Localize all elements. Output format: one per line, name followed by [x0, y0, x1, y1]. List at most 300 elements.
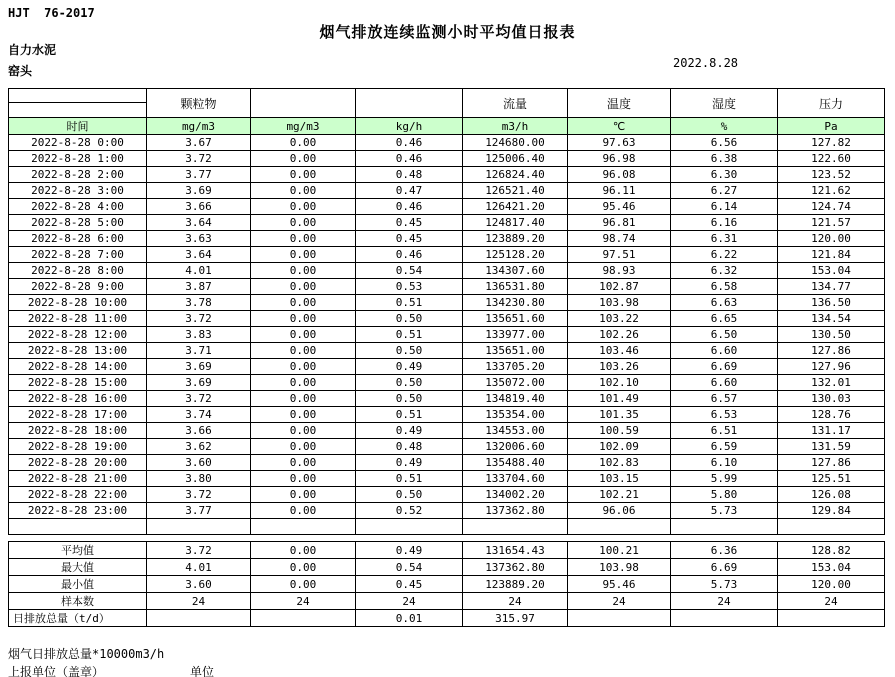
time-cell: 2022-8-28 1:00 [9, 151, 147, 167]
table-row [9, 423, 885, 439]
total-emission-note: 烟气日排放总量*10000m3/h [8, 647, 165, 661]
value-cell: 6.58 [671, 279, 778, 295]
value-cell: 135651.60 [463, 311, 568, 327]
value-cell: 6.16 [671, 215, 778, 231]
value-cell: 0.45 [356, 231, 463, 247]
table-row [9, 503, 885, 519]
value-cell: 96.08 [568, 167, 671, 183]
table-row [9, 359, 885, 375]
value-cell: 0.00 [251, 423, 356, 439]
value-cell: 3.69 [147, 375, 251, 391]
value-cell: 0.00 [251, 247, 356, 263]
table-row [9, 391, 885, 407]
value-cell: 124.74 [778, 199, 885, 215]
value-cell: 135488.40 [463, 455, 568, 471]
summary-label-cell: 平均值 [9, 542, 147, 559]
value-cell: 6.22 [671, 247, 778, 263]
value-cell: 0.00 [251, 359, 356, 375]
value-cell: 125128.20 [463, 247, 568, 263]
value-cell: 125006.40 [463, 151, 568, 167]
value-cell: 134.77 [778, 279, 885, 295]
value-cell: 0.00 [251, 343, 356, 359]
summary-value-cell: 24 [568, 593, 671, 610]
value-cell: 128.76 [778, 407, 885, 423]
value-cell: 5.99 [671, 471, 778, 487]
value-cell: 0.51 [356, 327, 463, 343]
group-header-cell [356, 89, 463, 118]
table-row [9, 215, 885, 231]
value-cell: 3.74 [147, 407, 251, 423]
value-cell: 0.00 [251, 455, 356, 471]
value-cell: 102.26 [568, 327, 671, 343]
summary-value-cell: 3.60 [147, 576, 251, 593]
value-cell: 98.74 [568, 231, 671, 247]
unit-header-cell: ℃ [568, 118, 671, 135]
value-cell: 6.60 [671, 343, 778, 359]
summary-value-cell: 3.72 [147, 542, 251, 559]
time-cell: 2022-8-28 16:00 [9, 391, 147, 407]
group-header-cell: 颗粒物 [147, 89, 251, 118]
table-row [9, 263, 885, 279]
value-cell: 6.53 [671, 407, 778, 423]
value-cell: 131.59 [778, 439, 885, 455]
value-cell: 127.96 [778, 359, 885, 375]
value-cell: 0.50 [356, 343, 463, 359]
value-cell: 6.63 [671, 295, 778, 311]
value-cell: 127.86 [778, 343, 885, 359]
value-cell: 102.09 [568, 439, 671, 455]
time-cell: 2022-8-28 6:00 [9, 231, 147, 247]
value-cell: 96.06 [568, 503, 671, 519]
value-cell: 0.49 [356, 359, 463, 375]
unit-header-cell: mg/m3 [251, 118, 356, 135]
value-cell: 0.46 [356, 247, 463, 263]
value-cell: 134307.60 [463, 263, 568, 279]
value-cell: 102.10 [568, 375, 671, 391]
value-cell: 98.93 [568, 263, 671, 279]
value-cell: 0.00 [251, 167, 356, 183]
summary-row [9, 559, 885, 576]
table-row [9, 311, 885, 327]
table-row [9, 455, 885, 471]
summary-value-cell: 0.54 [356, 559, 463, 576]
table-row [9, 471, 885, 487]
empty-cell [568, 519, 671, 535]
value-cell: 6.27 [671, 183, 778, 199]
summary-value-cell: 24 [463, 593, 568, 610]
unit-header-cell: kg/h [356, 118, 463, 135]
value-cell: 0.50 [356, 487, 463, 503]
value-cell: 134230.80 [463, 295, 568, 311]
time-cell: 2022-8-28 7:00 [9, 247, 147, 263]
value-cell: 131.17 [778, 423, 885, 439]
unit-header-row [9, 118, 885, 135]
summary-value-cell [568, 610, 671, 627]
summary-value-cell: 24 [356, 593, 463, 610]
value-cell: 0.50 [356, 375, 463, 391]
value-cell: 100.59 [568, 423, 671, 439]
value-cell: 0.00 [251, 295, 356, 311]
time-cell: 2022-8-28 5:00 [9, 215, 147, 231]
value-cell: 0.45 [356, 215, 463, 231]
standard-code: HJT 76-2017 [8, 6, 95, 20]
time-cell: 2022-8-28 13:00 [9, 343, 147, 359]
unit-header-cell: Pa [778, 118, 885, 135]
value-cell: 6.14 [671, 199, 778, 215]
value-cell: 3.77 [147, 503, 251, 519]
value-cell: 0.00 [251, 183, 356, 199]
value-cell: 102.87 [568, 279, 671, 295]
footer-line [8, 663, 215, 677]
time-cell: 2022-8-28 12:00 [9, 327, 147, 343]
summary-label-cell: 日排放总量（t/d） [9, 610, 147, 627]
value-cell: 3.63 [147, 231, 251, 247]
time-cell: 2022-8-28 9:00 [9, 279, 147, 295]
value-cell: 0.00 [251, 327, 356, 343]
value-cell: 0.00 [251, 151, 356, 167]
time-cell: 2022-8-28 4:00 [9, 199, 147, 215]
value-cell: 134819.40 [463, 391, 568, 407]
value-cell: 102.21 [568, 487, 671, 503]
value-cell: 124817.40 [463, 215, 568, 231]
summary-value-cell: 315.97 [463, 610, 568, 627]
table-row [9, 375, 885, 391]
time-cell: 2022-8-28 18:00 [9, 423, 147, 439]
value-cell: 103.15 [568, 471, 671, 487]
summary-value-cell: 6.69 [671, 559, 778, 576]
value-cell: 0.00 [251, 215, 356, 231]
value-cell: 103.46 [568, 343, 671, 359]
unit-header-cell: m3/h [463, 118, 568, 135]
value-cell: 0.53 [356, 279, 463, 295]
value-cell: 3.71 [147, 343, 251, 359]
value-cell: 130.03 [778, 391, 885, 407]
table-head [9, 89, 885, 135]
value-cell: 3.87 [147, 279, 251, 295]
value-cell: 123889.20 [463, 231, 568, 247]
value-cell: 3.69 [147, 359, 251, 375]
value-cell: 0.00 [251, 407, 356, 423]
value-cell: 0.00 [251, 503, 356, 519]
value-cell: 127.82 [778, 135, 885, 151]
value-cell: 6.32 [671, 263, 778, 279]
value-cell: 125.51 [778, 471, 885, 487]
summary-value-cell [147, 610, 251, 627]
value-cell: 0.52 [356, 503, 463, 519]
table-row [9, 295, 885, 311]
value-cell: 0.00 [251, 375, 356, 391]
time-cell: 2022-8-28 23:00 [9, 503, 147, 519]
value-cell: 4.01 [147, 263, 251, 279]
summary-value-cell: 131654.43 [463, 542, 568, 559]
summary-value-cell: 0.49 [356, 542, 463, 559]
time-cell: 2022-8-28 2:00 [9, 167, 147, 183]
time-cell: 2022-8-28 22:00 [9, 487, 147, 503]
value-cell: 3.64 [147, 215, 251, 231]
summary-table [8, 541, 885, 627]
summary-value-cell: 24 [147, 593, 251, 610]
value-cell: 124680.00 [463, 135, 568, 151]
time-cell: 2022-8-28 11:00 [9, 311, 147, 327]
value-cell: 3.72 [147, 311, 251, 327]
table-row [9, 279, 885, 295]
summary-value-cell: 137362.80 [463, 559, 568, 576]
table-row [9, 135, 885, 151]
group-header-cell: 压力 [778, 89, 885, 118]
value-cell: 0.00 [251, 311, 356, 327]
time-cell: 2022-8-28 14:00 [9, 359, 147, 375]
main-table [8, 88, 885, 535]
value-cell: 96.11 [568, 183, 671, 199]
value-cell: 0.46 [356, 135, 463, 151]
value-cell: 136531.80 [463, 279, 568, 295]
value-cell: 132.01 [778, 375, 885, 391]
summary-value-cell: 24 [251, 593, 356, 610]
table-row [9, 151, 885, 167]
company-name: 自力水泥 [8, 43, 57, 57]
value-cell: 136.50 [778, 295, 885, 311]
monitor-point-name: 窑头 [8, 64, 33, 78]
value-cell: 3.62 [147, 439, 251, 455]
value-cell: 6.31 [671, 231, 778, 247]
summary-row [9, 610, 885, 627]
value-cell: 122.60 [778, 151, 885, 167]
summary-rows [9, 542, 885, 627]
group-header-cell: 流量 [463, 89, 568, 118]
value-cell: 0.51 [356, 407, 463, 423]
summary-value-cell: 100.21 [568, 542, 671, 559]
summary-row [9, 542, 885, 559]
summary-value-cell: 0.01 [356, 610, 463, 627]
empty-cell [463, 519, 568, 535]
time-cell: 2022-8-28 19:00 [9, 439, 147, 455]
time-cell: 2022-8-28 8:00 [9, 263, 147, 279]
value-cell: 3.64 [147, 247, 251, 263]
table-row [9, 327, 885, 343]
value-cell: 0.49 [356, 455, 463, 471]
value-cell: 0.54 [356, 263, 463, 279]
value-cell: 0.00 [251, 471, 356, 487]
value-cell: 121.57 [778, 215, 885, 231]
summary-value-cell: 6.36 [671, 542, 778, 559]
value-cell: 6.60 [671, 375, 778, 391]
value-cell: 101.49 [568, 391, 671, 407]
value-cell: 3.77 [147, 167, 251, 183]
value-cell: 97.51 [568, 247, 671, 263]
summary-value-cell: 24 [671, 593, 778, 610]
value-cell: 5.73 [671, 503, 778, 519]
empty-cell [671, 519, 778, 535]
value-cell: 135651.00 [463, 343, 568, 359]
table-row [9, 487, 885, 503]
empty-cell [9, 519, 147, 535]
value-cell: 3.72 [147, 151, 251, 167]
value-cell: 121.62 [778, 183, 885, 199]
value-cell: 0.00 [251, 231, 356, 247]
group-header-cell: 湿度 [671, 89, 778, 118]
value-cell: 126.08 [778, 487, 885, 503]
value-cell: 0.47 [356, 183, 463, 199]
value-cell: 6.38 [671, 151, 778, 167]
report-date: 2022.8.28 [673, 56, 739, 70]
value-cell: 101.35 [568, 407, 671, 423]
empty-row [9, 519, 885, 535]
value-cell: 133704.60 [463, 471, 568, 487]
table-row [9, 439, 885, 455]
summary-label-cell: 样本数 [9, 593, 147, 610]
value-cell: 0.50 [356, 391, 463, 407]
value-cell: 120.00 [778, 231, 885, 247]
value-cell: 6.51 [671, 423, 778, 439]
group-header-row [9, 89, 885, 118]
value-cell: 6.59 [671, 439, 778, 455]
time-cell: 2022-8-28 17:00 [9, 407, 147, 423]
group-header-cell [251, 89, 356, 118]
unit-header-cell: mg/m3 [147, 118, 251, 135]
value-cell: 3.66 [147, 423, 251, 439]
report-unit-label: 上报单位（盖章） [8, 665, 105, 677]
value-cell: 121.84 [778, 247, 885, 263]
summary-label-cell: 最小值 [9, 576, 147, 593]
summary-value-cell [778, 610, 885, 627]
value-cell: 126824.40 [463, 167, 568, 183]
value-cell: 96.98 [568, 151, 671, 167]
value-cell: 6.69 [671, 359, 778, 375]
value-cell: 0.00 [251, 391, 356, 407]
value-cell: 96.81 [568, 215, 671, 231]
summary-value-cell: 128.82 [778, 542, 885, 559]
value-cell: 132006.60 [463, 439, 568, 455]
hourly-rows [9, 135, 885, 535]
table-row [9, 343, 885, 359]
summary-value-cell: 0.45 [356, 576, 463, 593]
table-row [9, 407, 885, 423]
summary-value-cell: 120.00 [778, 576, 885, 593]
page-title: 烟气排放连续监测小时平均值日报表 [319, 23, 576, 41]
time-cell: 2022-8-28 0:00 [9, 135, 147, 151]
value-cell: 134002.20 [463, 487, 568, 503]
value-cell: 103.22 [568, 311, 671, 327]
value-cell: 3.60 [147, 455, 251, 471]
value-cell: 3.72 [147, 391, 251, 407]
value-cell: 0.51 [356, 295, 463, 311]
value-cell: 95.46 [568, 199, 671, 215]
value-cell: 0.00 [251, 199, 356, 215]
value-cell: 0.00 [251, 135, 356, 151]
value-cell: 0.00 [251, 439, 356, 455]
table-row [9, 183, 885, 199]
empty-cell [356, 519, 463, 535]
summary-label-cell: 最大值 [9, 559, 147, 576]
value-cell: 103.98 [568, 295, 671, 311]
value-cell: 0.46 [356, 199, 463, 215]
value-cell: 3.66 [147, 199, 251, 215]
table-row [9, 247, 885, 263]
value-cell: 153.04 [778, 263, 885, 279]
time-cell: 2022-8-28 21:00 [9, 471, 147, 487]
summary-value-cell [671, 610, 778, 627]
summary-value-cell: 0.00 [251, 559, 356, 576]
summary-value-cell: 0.00 [251, 576, 356, 593]
value-cell: 130.50 [778, 327, 885, 343]
value-cell: 133705.20 [463, 359, 568, 375]
value-cell: 103.26 [568, 359, 671, 375]
value-cell: 129.84 [778, 503, 885, 519]
summary-value-cell: 24 [778, 593, 885, 610]
summary-value-cell: 0.00 [251, 542, 356, 559]
value-cell: 137362.80 [463, 503, 568, 519]
value-cell: 126521.40 [463, 183, 568, 199]
unit-label: 单位 [190, 665, 215, 677]
time-cell: 2022-8-28 15:00 [9, 375, 147, 391]
value-cell: 0.51 [356, 471, 463, 487]
report-table-area [8, 88, 885, 627]
summary-value-cell: 123889.20 [463, 576, 568, 593]
value-cell: 0.00 [251, 487, 356, 503]
value-cell: 3.83 [147, 327, 251, 343]
value-cell: 6.50 [671, 327, 778, 343]
unit-header-cell: % [671, 118, 778, 135]
time-cell: 2022-8-28 20:00 [9, 455, 147, 471]
value-cell: 3.67 [147, 135, 251, 151]
value-cell: 3.80 [147, 471, 251, 487]
summary-value-cell: 5.73 [671, 576, 778, 593]
value-cell: 135072.00 [463, 375, 568, 391]
value-cell: 6.10 [671, 455, 778, 471]
value-cell: 102.83 [568, 455, 671, 471]
value-cell: 134.54 [778, 311, 885, 327]
value-cell: 3.72 [147, 487, 251, 503]
value-cell: 0.46 [356, 151, 463, 167]
summary-value-cell: 4.01 [147, 559, 251, 576]
table-row [9, 231, 885, 247]
value-cell: 6.56 [671, 135, 778, 151]
value-cell: 6.57 [671, 391, 778, 407]
value-cell: 126421.20 [463, 199, 568, 215]
value-cell: 0.48 [356, 167, 463, 183]
value-cell: 97.63 [568, 135, 671, 151]
value-cell: 3.69 [147, 183, 251, 199]
time-cell: 2022-8-28 3:00 [9, 183, 147, 199]
value-cell: 0.00 [251, 263, 356, 279]
value-cell: 135354.00 [463, 407, 568, 423]
summary-value-cell: 95.46 [568, 576, 671, 593]
empty-cell [778, 519, 885, 535]
value-cell: 0.00 [251, 279, 356, 295]
value-cell: 0.50 [356, 311, 463, 327]
time-cell: 2022-8-28 10:00 [9, 295, 147, 311]
value-cell: 6.30 [671, 167, 778, 183]
value-cell: 6.65 [671, 311, 778, 327]
value-cell: 0.49 [356, 423, 463, 439]
summary-value-cell: 153.04 [778, 559, 885, 576]
value-cell: 127.86 [778, 455, 885, 471]
empty-cell [147, 519, 251, 535]
summary-row [9, 576, 885, 593]
value-cell: 123.52 [778, 167, 885, 183]
value-cell: 133977.00 [463, 327, 568, 343]
value-cell: 134553.00 [463, 423, 568, 439]
table-row [9, 199, 885, 215]
value-cell: 5.80 [671, 487, 778, 503]
value-cell: 0.48 [356, 439, 463, 455]
summary-value-cell: 103.98 [568, 559, 671, 576]
time-header-cell: 时间 [9, 118, 147, 135]
summary-value-cell [251, 610, 356, 627]
empty-cell [251, 519, 356, 535]
table-row [9, 167, 885, 183]
time-group-cell [9, 89, 147, 118]
